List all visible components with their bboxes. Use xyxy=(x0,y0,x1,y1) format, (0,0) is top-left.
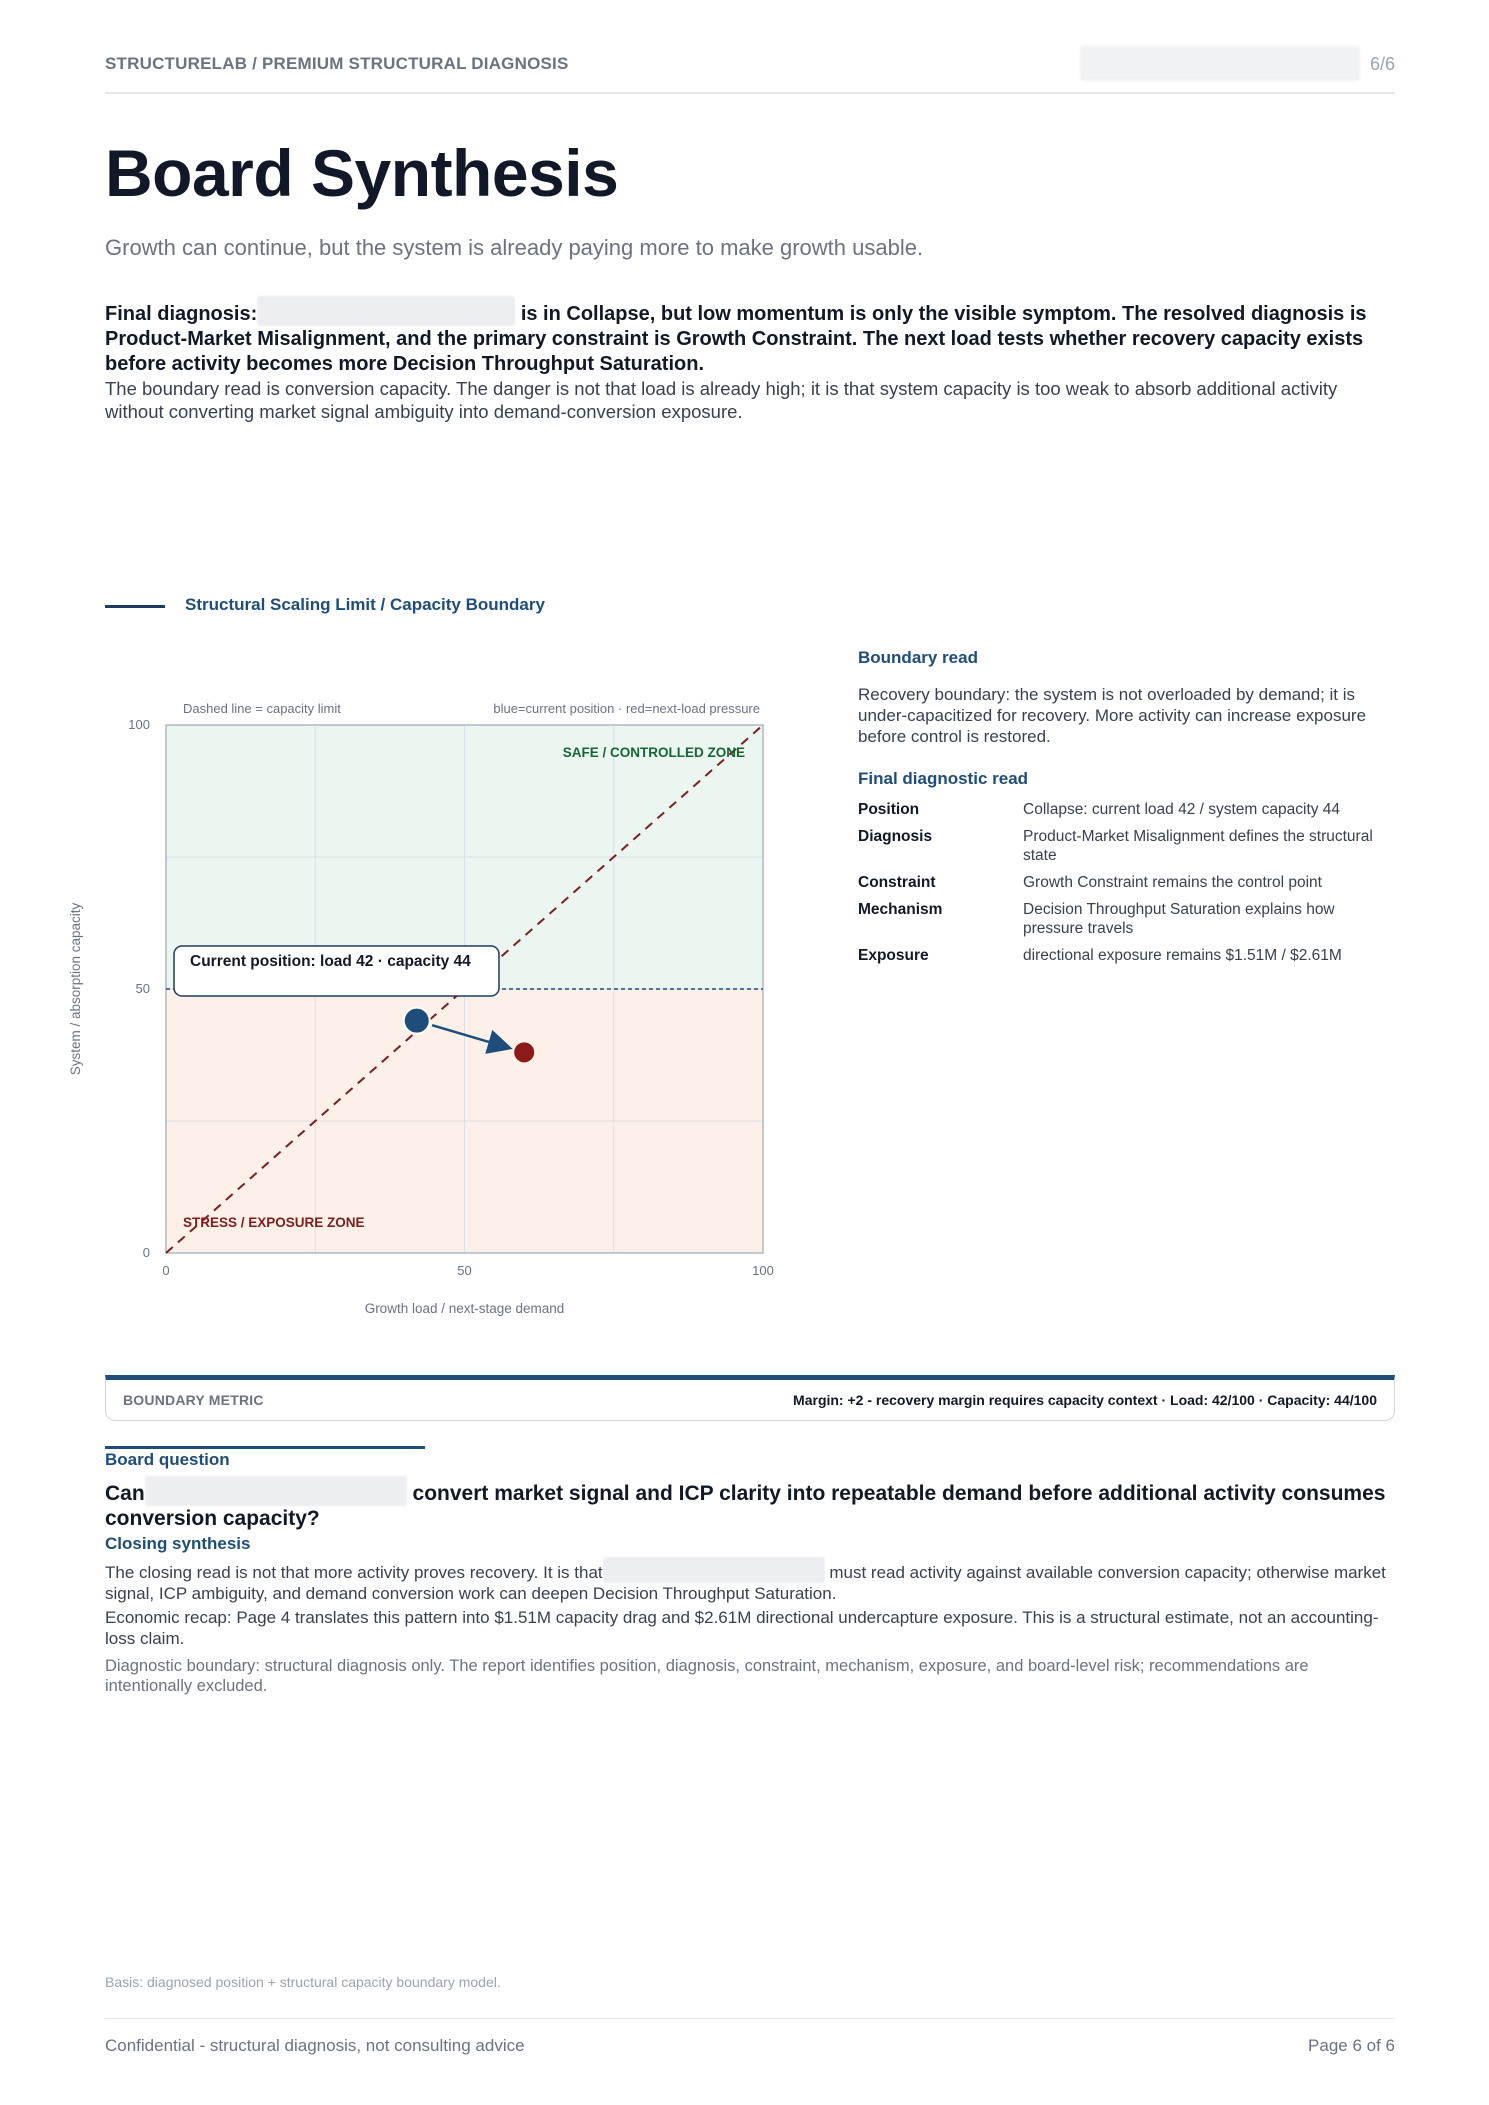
callout-label: Current position: load 42 · capacity 44 xyxy=(190,953,471,970)
section-rule xyxy=(105,605,165,608)
y-tick-label: 0 xyxy=(142,1245,150,1260)
row-key: Position xyxy=(858,801,920,818)
final-read-title: Final diagnostic read xyxy=(858,769,1029,788)
x-tick-label: 100 xyxy=(752,1263,774,1278)
current-position-point xyxy=(404,1008,430,1034)
page-subtitle: Growth can continue, but the system is already paying more to make growth usable. xyxy=(105,235,924,260)
table-row xyxy=(858,800,1398,819)
boundary-metric-bar xyxy=(105,1375,1395,1421)
board-question-rule xyxy=(105,1446,425,1449)
closing-paragraph xyxy=(105,1557,1395,1604)
x-tick-label: 0 xyxy=(162,1263,170,1278)
safe-zone-label: SAFE / CONTROLLED ZONE xyxy=(562,745,745,760)
chart-svg xyxy=(60,690,780,1330)
row-value: Collapse: current load 42 / system capacity 44 xyxy=(1023,801,1341,818)
y-tick-label: 50 xyxy=(135,981,150,996)
diagnostic-table xyxy=(858,800,1398,965)
boundary-paragraph: The boundary read is conversion capacity. The danger is not that load is already high; it is that system capacity is too weak to absorb additional activity without converting market signal ambiguity into demand-conversion exposure. xyxy=(105,378,1338,422)
x-axis-label: Growth load / next-stage demand xyxy=(364,1301,565,1316)
economic-recap: Economic recap: Page 4 translates this pattern into $1.51M capacity drag and $2.61M directional undercapture exposure. This is a structural estimate, not an accounting-loss claim. xyxy=(105,1608,1379,1648)
closing-synthesis-label: Closing synthesis xyxy=(105,1534,251,1553)
row-key: Constraint xyxy=(858,874,936,891)
boundary-read-text: Recovery boundary: the system is not overloaded by demand; it is under-capacitized for recovery. More activity can increase exposure before control is restored. xyxy=(858,685,1367,746)
row-value: Product-Market Misalignment defines the structural state xyxy=(1023,828,1373,864)
row-value: Decision Throughput Saturation explains how pressure travels xyxy=(1023,901,1335,937)
row-value: Growth Constraint remains the control point xyxy=(1023,874,1322,891)
metric-value: Margin: +2 - recovery margin requires capacity context · Load: 42/100 · Capacity: 44/100 xyxy=(793,1392,1377,1408)
confidential-note: Confidential - structural diagnosis, not consulting advice xyxy=(105,2036,525,2055)
next-load-point xyxy=(514,1042,534,1062)
page-counter: 6/6 xyxy=(1369,54,1395,74)
capacity-boundary-chart xyxy=(60,690,780,1330)
table-row xyxy=(858,946,1398,965)
page-footer xyxy=(105,2018,1395,2055)
section-title: Structural Scaling Limit / Capacity Boundary xyxy=(185,595,545,614)
final-diagnosis-text: is in Collapse, but low momentum is only the visible symptom. The resolved diagnosis is Product-Market Misalignment, and the primary constraint is Growth Constraint. The next load tests whether recovery capacity exists before activity becomes more Decision Throughput Saturation. xyxy=(105,303,1367,375)
chart-note-left: Dashed line = capacity limit xyxy=(183,701,341,716)
page-header xyxy=(105,50,1395,94)
basis-note: Basis: diagnosed position + structural capacity boundary model. xyxy=(105,1974,501,1990)
table-row xyxy=(858,873,1398,892)
stress-zone-label: STRESS / EXPOSURE ZONE xyxy=(183,1215,365,1230)
redacted-company-name xyxy=(145,1476,407,1506)
final-diagnosis xyxy=(105,296,1395,377)
y-axis-label: System / absorption capacity xyxy=(68,902,83,1076)
redacted-company-name xyxy=(603,1557,825,1583)
y-tick-label: 100 xyxy=(128,717,150,732)
board-question-text xyxy=(105,1476,1395,1531)
table-row xyxy=(858,827,1398,865)
closing-p1-rest: must read activity against available conversion capacity; otherwise market signal, ICP ambiguity, and demand conversion work can deepen Decision Throughput Saturation. xyxy=(105,1563,1386,1603)
chart-note-right: blue=current position · red=next-load pressure xyxy=(493,701,760,716)
metric-label: BOUNDARY METRIC xyxy=(123,1392,264,1408)
final-diagnosis-label: Final diagnosis: xyxy=(105,303,258,325)
table-row xyxy=(858,900,1398,938)
boundary-read-title: Boundary read xyxy=(858,648,978,667)
report-brand: STRUCTURELAB / PREMIUM STRUCTURAL DIAGNOSIS xyxy=(105,54,569,73)
closing-p1-prefix: The closing read is not that more activity proves recovery. It is that xyxy=(105,1563,603,1582)
x-tick-label: 50 xyxy=(457,1263,472,1278)
row-key: Diagnosis xyxy=(858,828,933,845)
redacted-block xyxy=(1080,46,1360,81)
page-title: Board Synthesis xyxy=(105,136,619,210)
redacted-company-name xyxy=(257,296,515,326)
row-key: Exposure xyxy=(858,947,929,964)
board-question-prefix: Can xyxy=(105,1482,145,1505)
diagnostic-boundary-note: Diagnostic boundary: structural diagnosis only. The report identifies position, diagnosis, constraint, mechanism, exposure, and board-level risk; recommendations are intentionally excluded. xyxy=(105,1657,1309,1695)
board-question-label: Board question xyxy=(105,1450,230,1469)
page-number: Page 6 of 6 xyxy=(1308,2036,1395,2055)
row-key: Mechanism xyxy=(858,901,943,918)
row-value: directional exposure remains $1.51M / $2.61M xyxy=(1023,947,1342,964)
side-panel xyxy=(858,648,1398,973)
board-question-body: convert market signal and ICP clarity into repeatable demand before additional activity consumes conversion capacity? xyxy=(105,1482,1386,1530)
